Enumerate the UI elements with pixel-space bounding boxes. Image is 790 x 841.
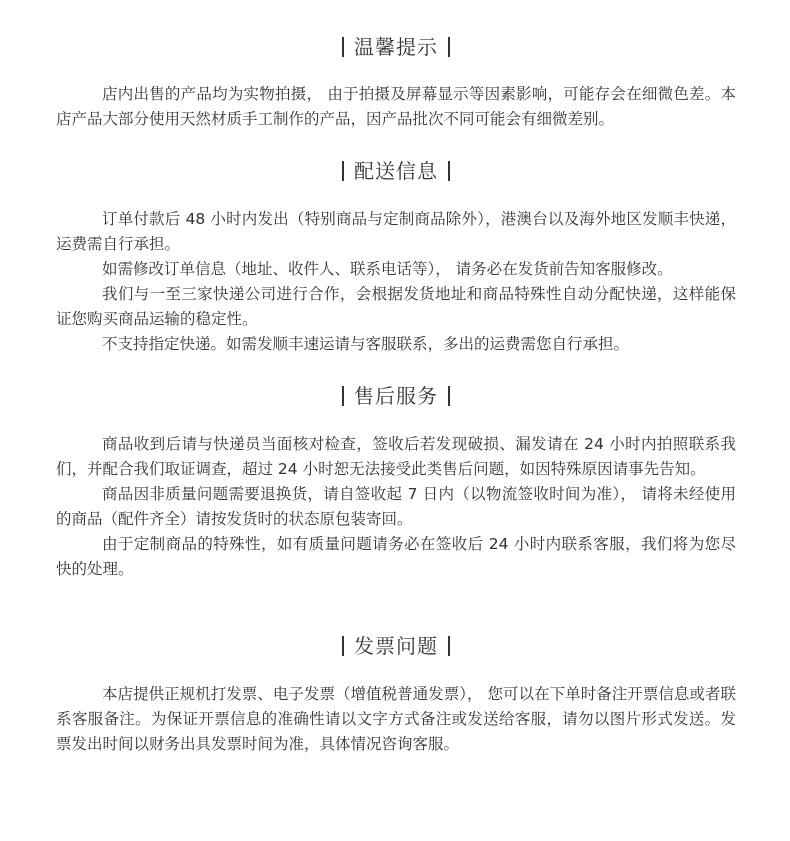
section-title: [56, 156, 736, 186]
paragraph: 商品因非质量问题需要退换货，请自签收起 7 日内（以物流签收时间为准）， 请将未经使用的商品（配件齐全）请按发货时的状态原包装寄回。: [56, 485, 736, 528]
section-title-text: 温馨提示: [354, 35, 438, 59]
section-shipping: [56, 156, 736, 357]
title-bar-right: [448, 636, 450, 656]
section-title: [56, 381, 736, 411]
paragraph: 如需修改订单信息（地址、收件人、联系电话等）， 请务必在发货前告知客服修改。: [102, 260, 673, 278]
section-invoice: [56, 631, 736, 757]
paragraph: 不支持指定快递。如需发顺丰速运请与客服联系，多出的运费需您自行承担。: [102, 335, 630, 353]
title-bar-left: [342, 386, 344, 406]
paragraph: 我们与一至三家快递公司进行合作，会根据发货地址和商品特殊性自动分配快递，这样能保证您购买商品运输的稳定性。: [56, 285, 736, 328]
title-bar-left: [342, 37, 344, 57]
paragraph: 订单付款后 48 小时内发出（特别商品与定制商品除外），港澳台以及海外地区发顺丰快递，运费需自行承担。: [56, 210, 736, 253]
title-bar-right: [448, 386, 450, 406]
section-after-sales: [56, 381, 736, 582]
title-bar-right: [448, 37, 450, 57]
section-title-text: 发票问题: [354, 634, 438, 658]
section-title-text: 售后服务: [354, 384, 438, 408]
paragraph: 店内出售的产品均为实物拍摄， 由于拍摄及屏幕显示等因素影响，可能存会在细微色差。本店产品大部分使用天然材质手工制作的产品，因产品批次不同可能会有细微差别。: [56, 85, 736, 128]
paragraph: 商品收到后请与快递员当面核对检查，签收后若发现破损、漏发请在 24 小时内拍照联系我们，并配合我们取证调查，超过 24 小时恕无法接受此类售后问题，如因特殊原因请事先告知。: [56, 435, 736, 478]
title-bar-right: [448, 161, 450, 181]
section-title: [56, 631, 736, 661]
paragraph: 本店提供正规机打发票、电子发票（增值税普通发票）， 您可以在下单时备注开票信息或者联系客服备注。为保证开票信息的准确性请以文字方式备注或发送给客服，请勿以图片形式发送。发票发出时间以财务出具发票时间为准，具体情况咨询客服。: [56, 685, 736, 753]
title-bar-left: [342, 161, 344, 181]
section-tips: [56, 32, 736, 132]
paragraph: 由于定制商品的特殊性，如有质量问题请务必在签收后 24 小时内联系客服，我们将为您尽快的处理。: [56, 535, 736, 578]
section-title: [56, 32, 736, 62]
title-bar-left: [342, 636, 344, 656]
section-title-text: 配送信息: [354, 159, 438, 183]
